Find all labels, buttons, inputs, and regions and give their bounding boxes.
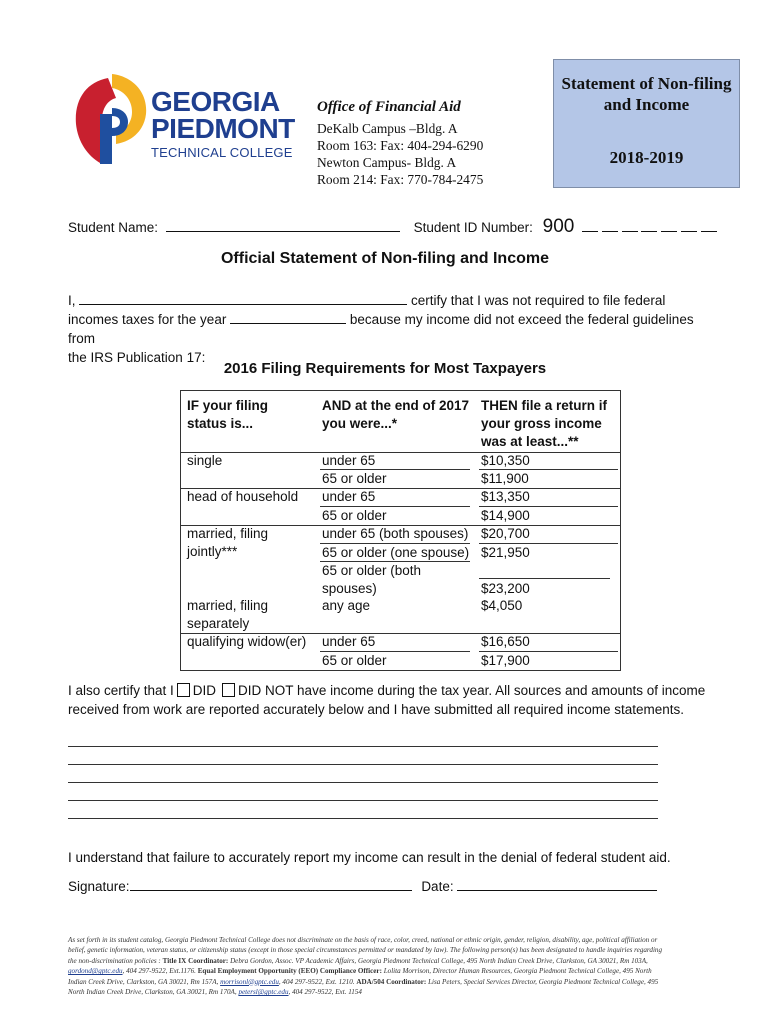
age-condition: under 65 (both spouses): [322, 526, 469, 541]
address-line: DeKalb Campus –Bldg. A: [317, 121, 458, 136]
age-condition: spouses): [322, 581, 377, 596]
ada-label: ADA/504 Coordinator:: [356, 977, 427, 986]
certify-prefix: I,: [68, 293, 76, 308]
title-ix-text: Debra Gordon, Assoc. VP Academic Affairs, Georgia Piedmont Technical College, 495 North Indian Creek Drive, Clarkston, GA 30021, Rm 103A,: [230, 956, 648, 965]
age-condition: 65 or older: [322, 653, 387, 668]
income-threshold: $16,650: [481, 634, 530, 649]
income-threshold: $13,350: [481, 489, 530, 504]
logo-line-2: PIEDMONT: [151, 113, 295, 144]
table-header-age: AND at the end of 2017 you were...*: [322, 398, 470, 431]
income-threshold: $14,900: [481, 508, 530, 523]
signature-row: [68, 877, 657, 894]
address-line: Newton Campus- Bldg. A: [317, 155, 457, 170]
tax-year-field[interactable]: [230, 310, 346, 324]
age-condition: any age: [322, 598, 371, 613]
table-header-status: IF your filing status is...: [187, 398, 268, 431]
understand-statement: I understand that failure to accurately report my income can result in the denial of federal student aid.: [68, 850, 671, 865]
did-not-label: DID NOT have income during the tax year. All sources and amounts of income: [238, 683, 706, 698]
eeo-email-link[interactable]: morrisonl@gptc.edu: [220, 977, 279, 986]
certify-text-2: because my income did not exceed the federal guidelines from: [68, 312, 694, 346]
filing-status: head of household: [187, 489, 299, 504]
age-condition: under 65: [322, 489, 376, 504]
title-ix-label: Title IX Coordinator:: [162, 956, 229, 965]
student-id-prefix: 900: [542, 216, 575, 237]
ada-text: Lisa Peters, Special Services Director, Georgia Piedmont Technical College, 495 North Indian Creek Drive, Clarkston, GA 30021, Rm 170A,: [68, 977, 659, 997]
tax-year-label: incomes taxes for the year: [68, 312, 227, 327]
age-condition: 65 or older: [322, 471, 387, 486]
filing-status: married, filing separately: [187, 598, 269, 631]
eeo-label: Equal Employment Opportunity (EEO) Compliance Officer:: [197, 967, 382, 976]
certify-also-text: I also certify that I: [68, 683, 174, 698]
form-title-box: [553, 59, 740, 188]
aid-year: 2018-2019: [609, 148, 684, 167]
title-ix-email-link[interactable]: gordond@gptc.edu: [68, 967, 123, 976]
student-id-label: Student ID Number:: [413, 220, 533, 235]
eeo-text: Lolita Morrison, Director Human Resources, Georgia Piedmont Technical College, 495 North Indian Creek Drive, Clarkston, GA 30021, Rm 157A,: [68, 967, 652, 986]
ada-email-link[interactable]: petersl@gptc.edu: [238, 988, 289, 997]
filing-status: qualifying widow(er): [187, 634, 307, 649]
table-heading: 2016 Filing Requirements for Most Taxpayers: [223, 360, 547, 377]
income-entry-line[interactable]: [68, 764, 658, 765]
age-condition: under 65: [322, 453, 376, 468]
ada-phone: , 404 297-9522, Ext. 1154: [288, 988, 362, 997]
did-label: DID: [192, 683, 217, 698]
filing-status: single: [187, 453, 223, 468]
certify-text-3: the IRS Publication 17:: [68, 350, 206, 365]
student-info-row: [68, 216, 717, 238]
certifier-name-field[interactable]: [79, 291, 407, 305]
income-threshold: $4,050: [481, 598, 523, 613]
income-threshold: $20,700: [481, 526, 530, 541]
table-header-income: THEN file a return if your gross income was at least...**: [481, 398, 608, 449]
office-name: Office of Financial Aid: [317, 99, 461, 115]
signature-label: Signature:: [68, 879, 130, 894]
income-entry-line[interactable]: [68, 800, 658, 801]
income-threshold: $21,950: [481, 545, 530, 560]
did-checkbox[interactable]: [177, 683, 190, 697]
filing-requirements-table: [180, 390, 621, 671]
age-condition: 65 or older (both: [322, 563, 422, 578]
income-certification: [68, 681, 708, 719]
age-condition: under 65: [322, 634, 376, 649]
certify-text-1: certify that I was not required to file federal: [411, 293, 666, 308]
non-discrimination-notice: [68, 935, 668, 997]
certify-line-2: received from work are reported accurately below and I have submitted all required income statements.: [68, 702, 685, 717]
income-entry-line[interactable]: [68, 782, 658, 783]
signature-field[interactable]: [130, 877, 412, 891]
student-id-field[interactable]: [582, 220, 717, 235]
college-logo-icon: [72, 74, 150, 166]
form-title-line-1: Statement of Non-filing: [561, 74, 732, 93]
income-entry-line[interactable]: [68, 746, 658, 747]
income-threshold: $23,200: [481, 581, 530, 596]
notice-text: As set forth in its student catalog, Georgia Piedmont Technical College does not discriminate on the basis of race, color, creed, national or ethnic origin, gender, religion, disability, age, political affiliation or belief, genetic information, veteran status, or citizenship status (except in those special circumstances permitted or mandated by law). The following person(s) has been designated to handle inquiries regarding the non-discrimination policies :: [68, 936, 663, 965]
income-threshold: $10,350: [481, 453, 530, 468]
income-threshold: $11,900: [481, 471, 529, 486]
address-line: Room 163: Fax: 404-294-6290: [317, 138, 484, 153]
certify-paragraph: [68, 291, 708, 367]
address-line: Room 214: Fax: 770-784-2475: [317, 172, 484, 187]
campus-address: [317, 120, 483, 188]
date-label: Date:: [421, 879, 454, 894]
eeo-phone: , 404 297-9522, Ext. 1210.: [278, 977, 355, 986]
logo-wordmark: [151, 88, 295, 142]
age-condition: 65 or older: [322, 508, 387, 523]
student-name-field[interactable]: [166, 218, 400, 232]
form-title-line-2: and Income: [603, 95, 690, 114]
age-condition: 65 or older (one spouse): [322, 545, 470, 560]
logo-line-1: GEORGIA: [151, 86, 280, 117]
income-threshold: $17,900: [481, 653, 530, 668]
filing-status: married, filing jointly***: [187, 526, 269, 559]
student-name-label: Student Name:: [68, 220, 159, 235]
did-not-checkbox[interactable]: [222, 683, 235, 697]
title-ix-phone: , 404 297-9522, Ext.1176.: [122, 967, 196, 976]
date-field[interactable]: [457, 877, 657, 891]
statement-heading: Official Statement of Non-filing and Income: [220, 250, 549, 267]
logo-subtitle: TECHNICAL COLLEGE: [151, 145, 293, 160]
income-entry-line[interactable]: [68, 818, 658, 819]
